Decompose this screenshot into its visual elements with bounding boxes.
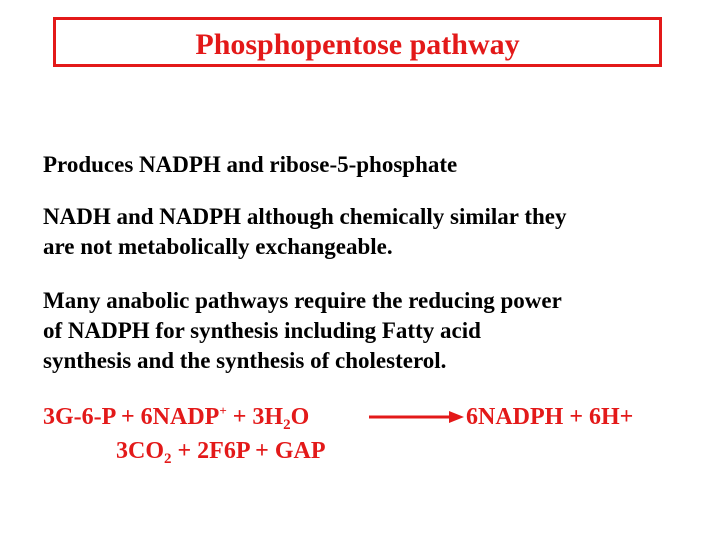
paragraph-line: Produces NADPH and ribose-5-phosphate bbox=[43, 152, 458, 177]
equation-products-carbon bbox=[116, 436, 326, 466]
equation-term: O bbox=[290, 404, 310, 430]
paragraph-nadh-nadph bbox=[43, 202, 566, 262]
paragraph-line: Many anabolic pathways require the reducing power bbox=[43, 288, 562, 313]
equation-term: + 3H bbox=[226, 404, 284, 430]
superscript-charge: + bbox=[219, 403, 227, 418]
title-box bbox=[53, 17, 662, 67]
equation-term: 3G-6-P + 6NADP bbox=[43, 404, 220, 430]
subscript-number: 2 bbox=[283, 417, 291, 433]
paragraph-line: are not metabolically exchangeable. bbox=[43, 234, 393, 259]
equation-term: + 2F6P + GAP bbox=[171, 438, 326, 464]
equation-reactants bbox=[43, 402, 309, 432]
paragraph-anabolic bbox=[43, 286, 562, 376]
slide-title: Phosphopentose pathway bbox=[195, 28, 520, 61]
reaction-arrow-icon bbox=[369, 407, 464, 427]
paragraph-line: synthesis and the synthesis of cholesterol. bbox=[43, 348, 447, 373]
equation-products-nadph: 6NADPH + 6H+ bbox=[466, 404, 634, 430]
equation-term: 3CO bbox=[116, 438, 164, 464]
paragraph-line: of NADPH for synthesis including Fatty acid bbox=[43, 318, 481, 343]
paragraph-products bbox=[43, 150, 457, 180]
paragraph-line: NADH and NADPH although chemically similar they bbox=[43, 204, 567, 229]
subscript-number: 2 bbox=[164, 451, 172, 467]
